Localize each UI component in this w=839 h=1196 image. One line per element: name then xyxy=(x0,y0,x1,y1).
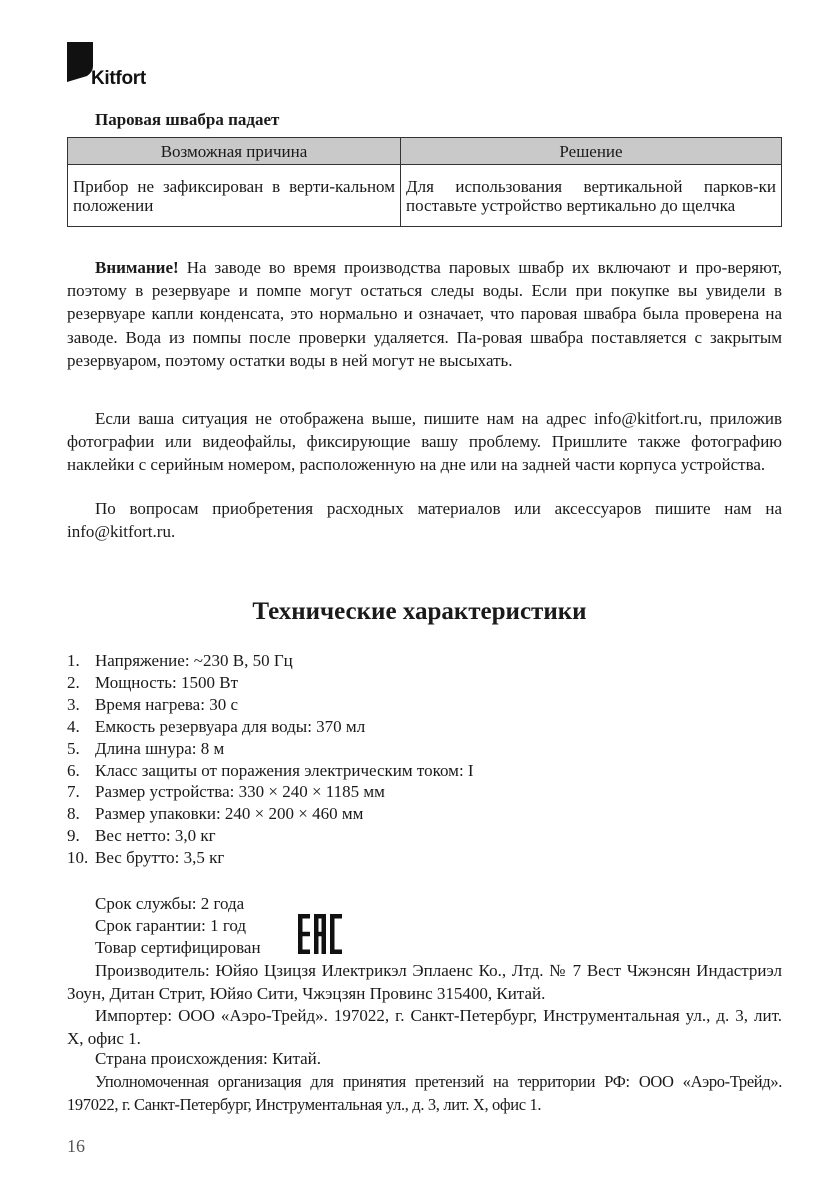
contact-paragraph: Если ваша ситуация не отображена выше, пишите нам на адрес info@kitfort.ru, приложив фотографии или видеофайлы, фиксирующие вашу проблему. Пришлите также фотографию наклейки с серийным номером, расположенную на дне или на задней части корпуса устройства. xyxy=(67,409,782,475)
cause-cell: Прибор не зафиксирован в верти-кальном положении xyxy=(68,165,401,227)
list-item: 9. Вес нетто: 3,0 кг xyxy=(67,826,216,846)
table-row xyxy=(68,165,782,227)
list-item: 3. Время нагрева: 30 с xyxy=(67,694,238,714)
notice-label: Внимание! xyxy=(95,258,179,277)
authorized-organization: Уполномоченная организация для принятия претензий на территории РФ: ООО «Аэро-Трейд». 197022, г. Санкт-Петербург, Инструментальная ул., д. 3, лит. Х, офис 1. xyxy=(67,1072,782,1114)
troubleshooting-table xyxy=(67,137,782,227)
list-item: 8. Размер упаковки: 240 × 200 × 460 мм xyxy=(67,804,364,824)
notice-text: На заводе во время производства паровых швабр их включают и про-веряют, поэтому в резервуаре и помпе могут остаться следы воды. Если при покупке вы увидели в резервуаре капли конденсата, это нормально и означает, что паровая швабра была проверена на заводе. Вода из помпы после проверки удаляется. Па-ровая швабра поставляется с закрытым резервуаром, поэтому остатки воды в ней могут не высыхать. xyxy=(67,258,782,370)
specs-title: Технические характеристики xyxy=(252,598,587,625)
kitfort-logo xyxy=(67,42,177,92)
accessories-paragraph: По вопросам приобретения расходных материалов или аксессуаров пишите нам на info@kitfort.ru. xyxy=(67,499,782,542)
list-item: 10. Вес брутто: 3,5 кг xyxy=(67,848,225,868)
notice-paragraph xyxy=(67,256,782,372)
table-header-row xyxy=(68,138,782,165)
solution-cell: Для использования вертикальной парков-ки поставьте устройство вертикально до щелчка xyxy=(401,165,782,227)
column-header-cause: Возможная причина xyxy=(68,138,401,165)
eac-certification-mark-icon xyxy=(298,914,342,954)
list-item: 6. Класс защиты от поражения электрическим током: I xyxy=(67,760,474,780)
list-item: 5. Длина шнура: 8 м xyxy=(67,738,225,758)
importer-paragraph: Импортер: ООО «Аэро-Трейд». 197022, г. Санкт-Петербург, Инструментальная ул., д. 3, лит. Х, офис 1. xyxy=(67,1006,782,1049)
kitfort-logo-mark-icon xyxy=(67,42,93,82)
list-item: 7. Размер устройства: 330 × 240 × 1185 мм xyxy=(67,782,385,802)
page-number: 16 xyxy=(67,1136,85,1156)
service-life: Срок службы: 2 года xyxy=(95,894,245,913)
origin-country: Страна происхождения: Китай. xyxy=(95,1049,322,1068)
list-item: 1. Напряжение: ~230 В, 50 Гц xyxy=(67,651,293,670)
list-item: 2. Мощность: 1500 Вт xyxy=(67,672,239,692)
specs-list xyxy=(67,650,474,869)
manufacturer-paragraph: Производитель: Юйяо Цзицзя Илектрикэл Эплаенс Ко., Лтд. № 7 Вест Чжэнсян Индастриэл Зоун, Дитан Стрит, Юйяо Сити, Чжэцзян Провинс 315400, Китай. xyxy=(67,961,782,1004)
warranty: Срок гарантии: 1 год xyxy=(95,916,247,935)
list-item: 4. Емкость резервуара для воды: 370 мл xyxy=(67,716,366,736)
troubleshooting-heading: Паровая швабра падает xyxy=(95,110,280,129)
column-header-solution: Решение xyxy=(401,138,782,165)
brand-name: Kitfort xyxy=(91,68,146,89)
certified-text: Товар сертифицирован xyxy=(95,938,261,957)
